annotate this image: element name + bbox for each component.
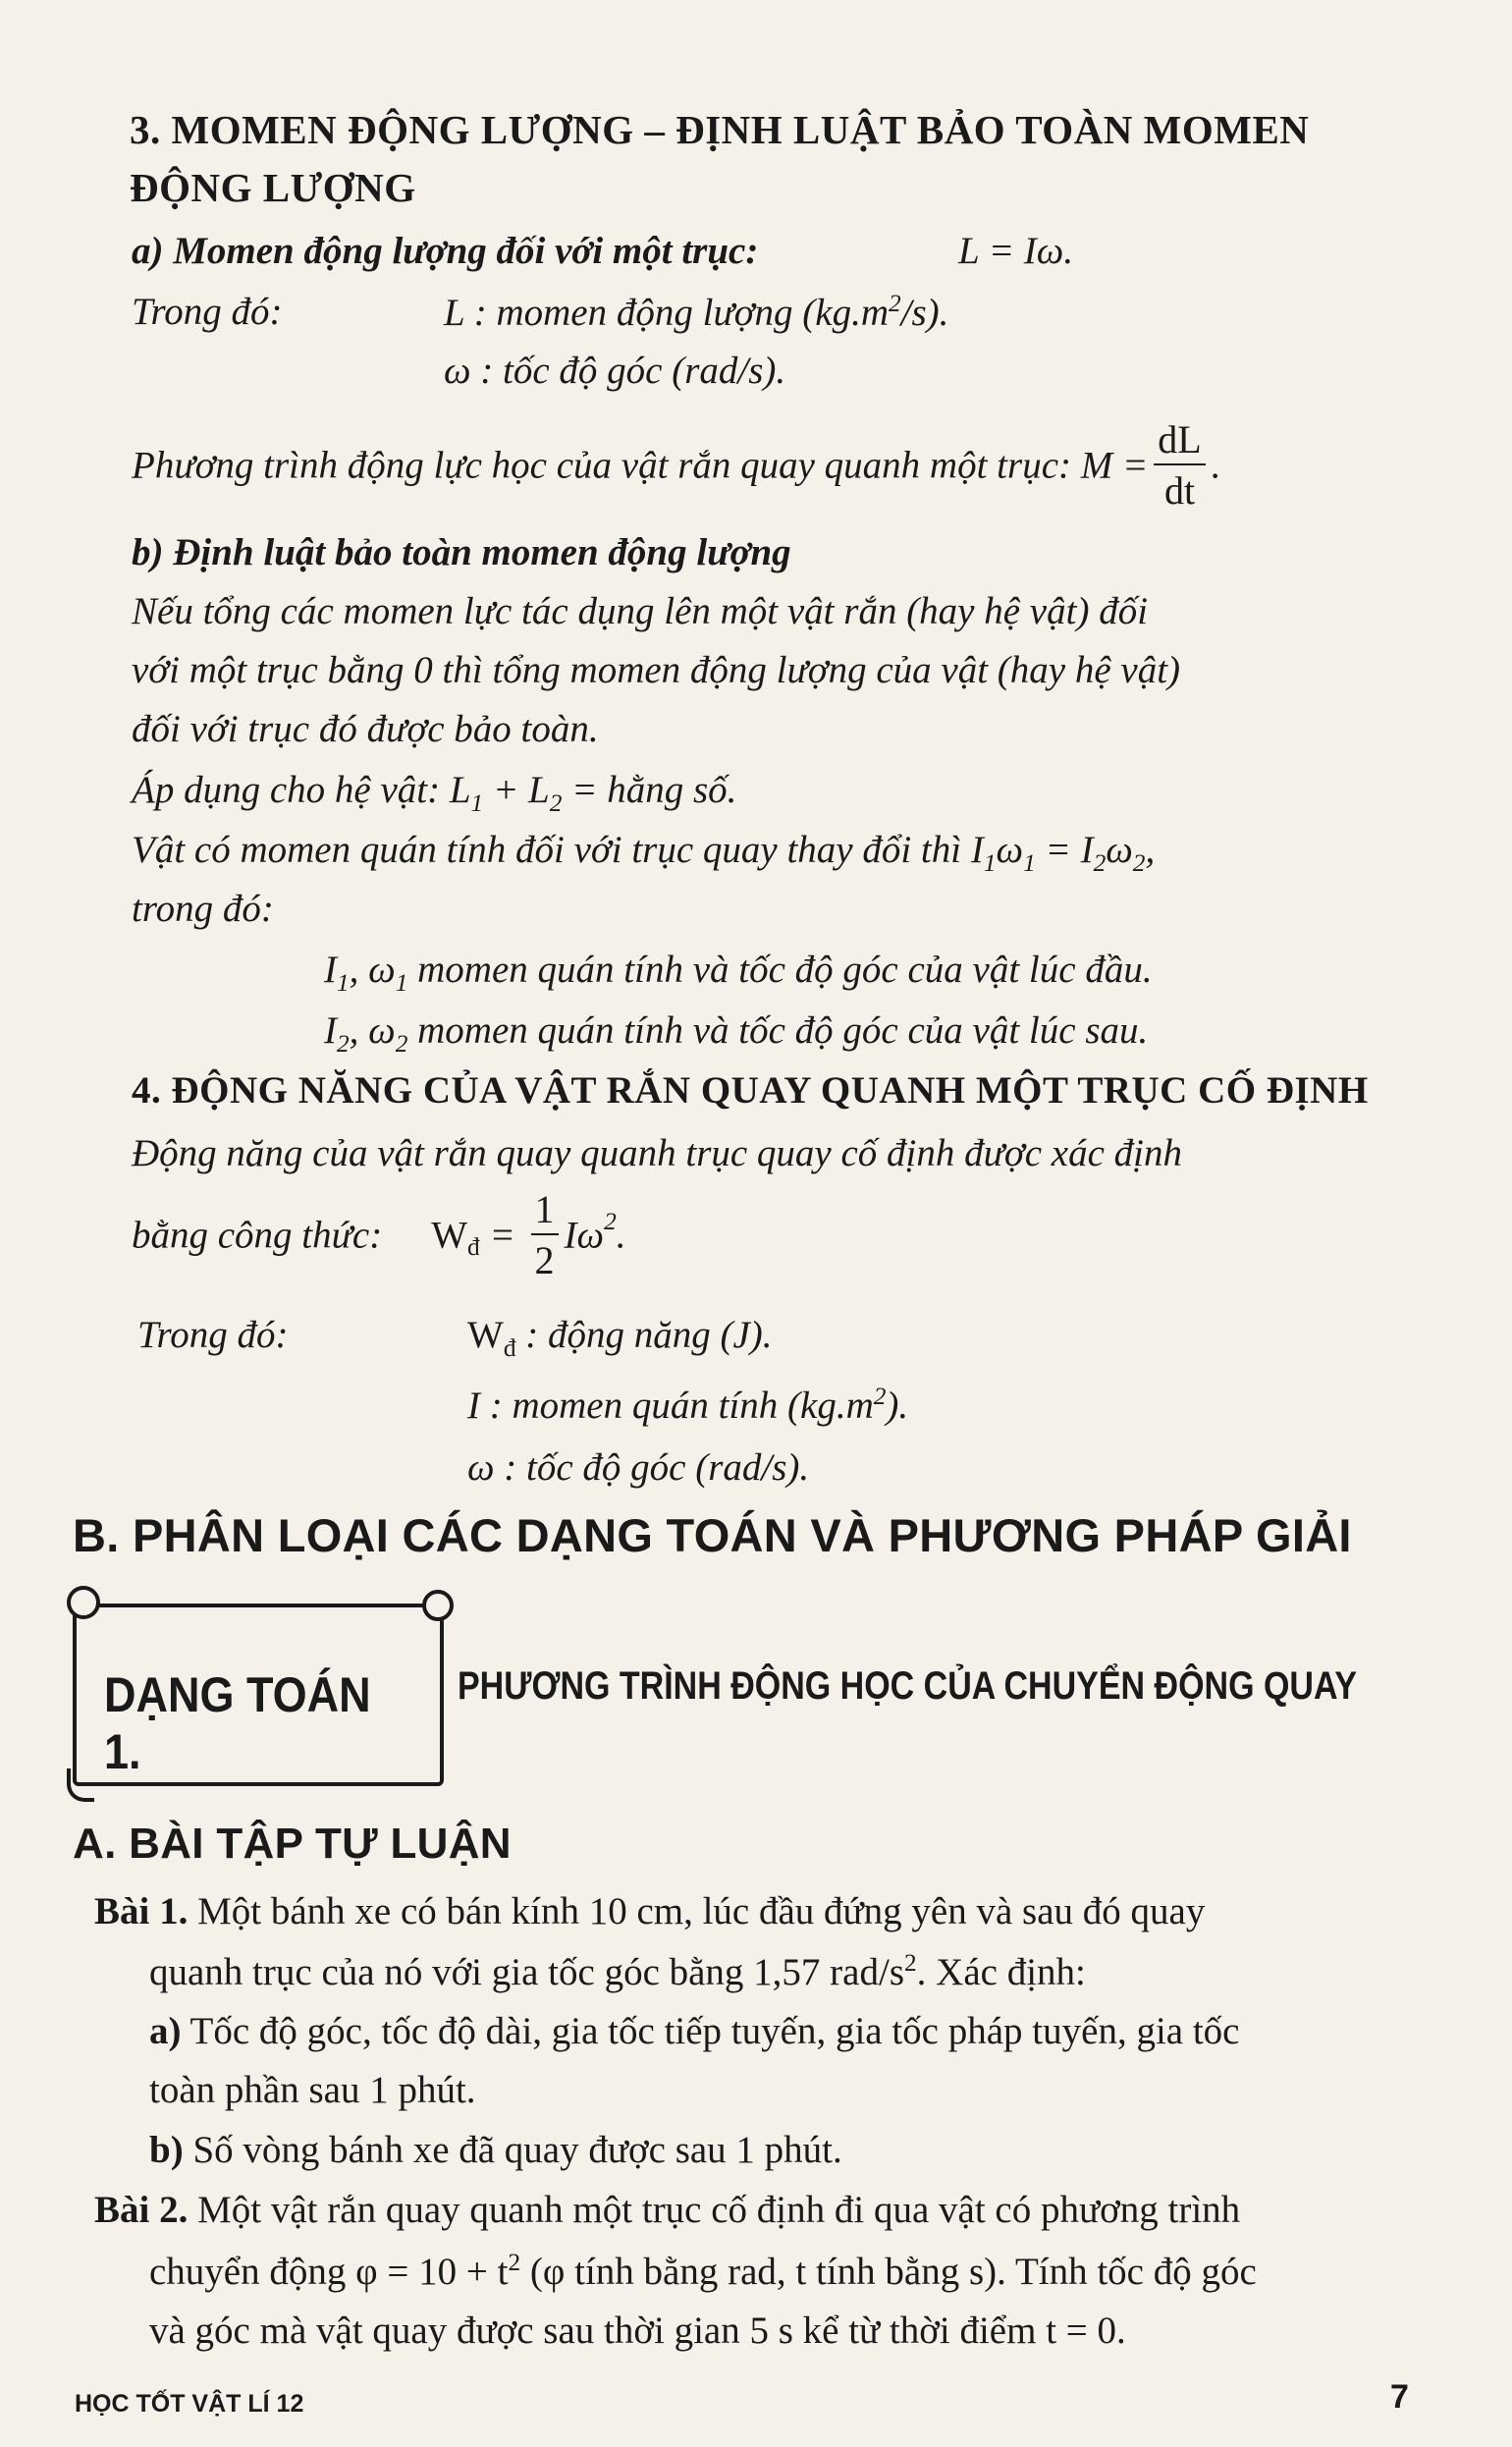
section-3-title: 3. MOMEN ĐỘNG LƯỢNG – ĐỊNH LUẬT BẢO TOÀN MOMEN [130, 107, 1310, 152]
angular-momentum-formula: L = Iω. [958, 230, 1074, 272]
dynamics-equation: Phương trình động lực học của vật rắn quay quanh một trục: M = $\frac{dL}{dt}$ . [132, 417, 1221, 513]
definition-I: I : momen quán tính $(kg.m^2)$. [467, 1383, 909, 1427]
inertia-change-text: Vật có momen quán tính đối với trục quay thay đổi thì $I_1\omega_1 = I_2\omega_2$, [132, 829, 1156, 877]
initial-state-definition: $I_1$, $\omega_1$ momen quán tính và tốc độ góc của vật lúc đầu. [324, 949, 1153, 997]
scroll-curl-decoration [422, 1590, 454, 1621]
where-label-3: Trong đó: [137, 1314, 289, 1356]
part-b-title: B. PHÂN LOẠI CÁC DẠNG TOÁN VÀ PHƯƠNG PHÁP GIẢI [73, 1509, 1352, 1561]
exercise-2-line2: chuyển động $\varphi = 10 + t^2$ (φ tính bằng rad, t tính bằng s). Tính tốc độ góc [149, 2249, 1257, 2293]
system-application: Áp dụng cho hệ vật: $L_1 + L_2$ = hằng số. [132, 769, 737, 817]
conservation-text-line2: với một trục bằng 0 thì tổng momen động lượng của vật (hay hệ vật) [132, 649, 1181, 691]
subsection-a-heading: a) Momen động lượng đối với một trục: [132, 230, 759, 272]
scroll-curl-decoration [67, 1586, 100, 1619]
section-3-title-cont: ĐỘNG LƯỢNG [130, 165, 416, 210]
exercise-2-line1: Bài 2. Một vật rắn quay quanh một trục cố định đi qua vật có phương trình [94, 2189, 1241, 2231]
kinetic-energy-formula: bằng công thức: $W_đ$ = $\frac{1}{2}$ $I\omega^2$. [132, 1187, 626, 1282]
exercise-2-line3: và góc mà vật quay được sau thời gian 5 s kể từ thời điểm t = 0. [149, 2310, 1126, 2352]
subsection-b-heading: b) Định luật bảo toàn momen động lượng [132, 531, 791, 573]
kinetic-energy-text: Động năng của vật rắn quay quanh trục quay cố định được xác định [132, 1132, 1182, 1174]
where-label-2: trong đó: [132, 888, 274, 930]
problem-type-label: DẠNG TOÁN 1. [104, 1667, 371, 1779]
problem-type-box [73, 1604, 444, 1786]
exercise-1a-line2: toàn phần sau 1 phút. [149, 2069, 476, 2111]
book-title-footer: HỌC TỐT VẬT LÍ 12 [75, 2390, 304, 2418]
conservation-text-line3: đối với trục đó được bảo toàn. [132, 708, 599, 750]
definition-L: L : momen động lượng $(kg.m^2/s)$. [444, 290, 949, 334]
scroll-curl-decoration [67, 1768, 94, 1802]
exercise-1-line1: Bài 1. Một bánh xe có bán kính 10 cm, lúc đầu đứng yên và sau đó quay [94, 1890, 1206, 1932]
section-4-title: 4. ĐỘNG NĂNG CỦA VẬT RẮN QUAY QUANH MỘT TRỤC CỐ ĐỊNH [132, 1069, 1369, 1112]
where-label: Trong đó: [132, 291, 283, 333]
final-state-definition: $I_2$, $\omega_2$ momen quán tính và tốc độ góc của vật lúc sau. [324, 1009, 1149, 1058]
exercises-heading: A. BÀI TẬP TỰ LUẬN [73, 1820, 512, 1868]
page-number: 7 [1390, 2378, 1409, 2416]
definition-Wd: $W_đ$ : động năng (J). [467, 1314, 773, 1362]
definition-omega: ω : tốc độ góc (rad/s). [444, 350, 786, 392]
exercise-1b: b) Số vòng bánh xe đã quay được sau 1 phút. [149, 2129, 842, 2171]
problem-type-title: PHƯƠNG TRÌNH ĐỘNG HỌC CỦA CHUYỂN ĐỘNG QUAY [458, 1664, 1358, 1708]
conservation-text-line1: Nếu tổng các momen lực tác dụng lên một vật rắn (hay hệ vật) đối [132, 590, 1149, 632]
exercise-1a-line1: a) Tốc độ góc, tốc độ dài, gia tốc tiếp tuyến, gia tốc pháp tuyến, gia tốc [149, 2010, 1240, 2052]
exercise-1-line2: quanh trục của nó với gia tốc góc bằng 1,57 rad/$s^2$. Xác định: [149, 1949, 1086, 1993]
definition-omega-2: ω : tốc độ góc (rad/s). [467, 1446, 810, 1489]
